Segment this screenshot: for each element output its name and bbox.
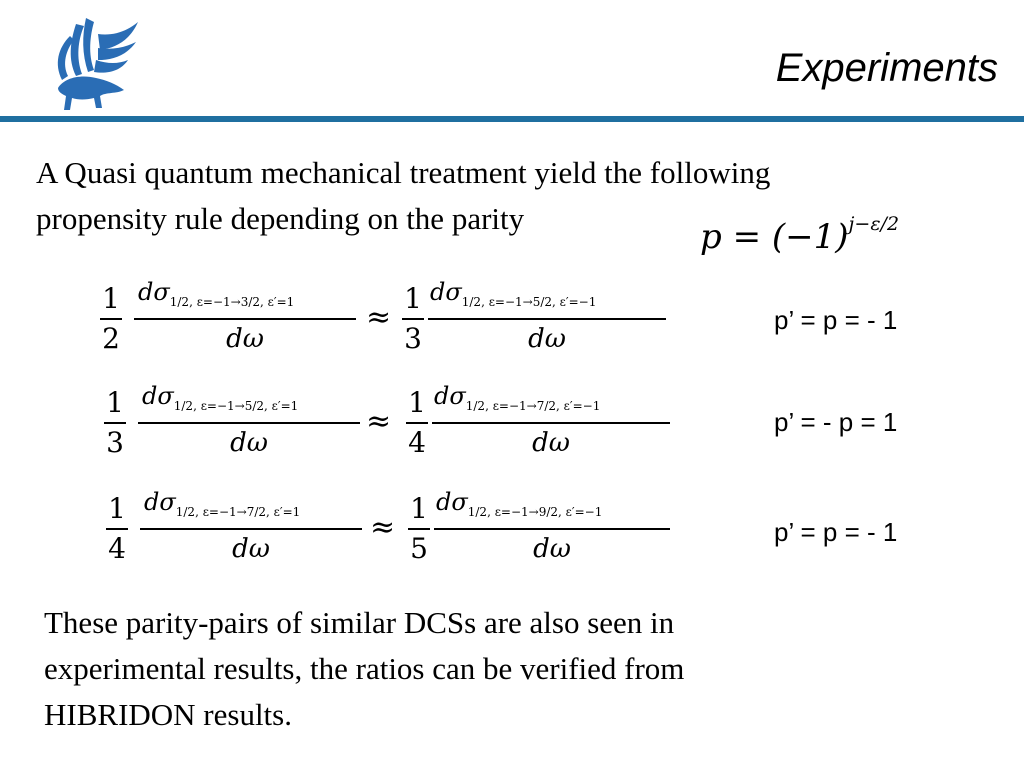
- dcs-numerator: $d\sigma_{1/2, \varepsilon=-1\to 7/2, \varepsilon'=1}$: [144, 488, 301, 519]
- propensity-rule-formula: [700, 204, 899, 257]
- propensity-rule-exponent: j−ε/2: [848, 213, 900, 235]
- parity-label: p’ = p = - 1: [774, 305, 898, 335]
- closing-line: HIBRIDON results.: [44, 697, 292, 732]
- fraction-bar: [428, 318, 666, 320]
- fraction-bar: [138, 422, 360, 424]
- dcs-ratio-equation: [98, 488, 688, 570]
- griffin-logo-icon: [46, 14, 142, 114]
- header-divider: [0, 116, 1024, 122]
- intro-line: A Quasi quantum mechanical treatment yield the following: [36, 155, 771, 190]
- fraction-bar: [434, 528, 670, 530]
- approx-symbol: ≈: [366, 300, 392, 335]
- transition-subscript: 1/2, ε=−1→5/2, ε′=1: [173, 399, 299, 413]
- coef-denominator: 4: [108, 532, 126, 565]
- coef-denominator: 5: [410, 532, 428, 565]
- dcs-ratio-equation: [98, 278, 688, 360]
- dcs-denominator: dω: [532, 428, 570, 458]
- transition-subscript: 1/2, ε=−1→3/2, ε′=1: [169, 295, 295, 309]
- coef-numerator: 1: [408, 386, 426, 419]
- transition-subscript: 1/2, ε=−1→7/2, ε′=−1: [465, 399, 601, 413]
- dcs-ratio-equation: [98, 382, 688, 464]
- fraction-bar: [402, 318, 424, 320]
- page-title: Experiments: [775, 46, 998, 90]
- approx-symbol: ≈: [370, 510, 396, 545]
- dcs-denominator: dω: [230, 428, 268, 458]
- coef-numerator: 1: [410, 492, 428, 525]
- dcs-numerator: $d\sigma_{1/2, \varepsilon=-1\to 9/2, \varepsilon'=-1}$: [436, 488, 603, 519]
- coef-numerator: 1: [102, 282, 120, 315]
- dcs-denominator: dω: [528, 324, 566, 354]
- coef-denominator: 2: [102, 322, 120, 355]
- coef-denominator: 3: [404, 322, 422, 355]
- closing-line: experimental results, the ratios can be verified from: [44, 651, 685, 686]
- coef-denominator: 3: [106, 426, 124, 459]
- dcs-numerator: $d\sigma_{1/2, \varepsilon=-1\to 7/2, \varepsilon'=-1}$: [434, 382, 601, 413]
- dcs-denominator: dω: [533, 534, 571, 564]
- dcs-denominator: dω: [226, 324, 264, 354]
- transition-subscript: 1/2, ε=−1→9/2, ε′=−1: [467, 505, 603, 519]
- transition-subscript: 1/2, ε=−1→7/2, ε′=1: [175, 505, 301, 519]
- fraction-bar: [106, 528, 128, 530]
- dcs-numerator: $d\sigma_{1/2, \varepsilon=-1\to 5/2, \varepsilon'=1}$: [142, 382, 299, 413]
- transition-subscript: 1/2, ε=−1→5/2, ε′=−1: [461, 295, 597, 309]
- intro-line: propensity rule depending on the parity: [36, 201, 525, 236]
- dcs-numerator: $d\sigma_{1/2, \varepsilon=-1\to 5/2, \varepsilon'=-1}$: [430, 278, 597, 309]
- dcs-denominator: dω: [232, 534, 270, 564]
- coef-numerator: 1: [404, 282, 422, 315]
- approx-symbol: ≈: [366, 404, 392, 439]
- coef-denominator: 4: [408, 426, 426, 459]
- fraction-bar: [104, 422, 126, 424]
- parity-label: p’ = p = - 1: [774, 517, 898, 547]
- fraction-bar: [408, 528, 430, 530]
- fraction-bar: [406, 422, 428, 424]
- fraction-bar: [432, 422, 670, 424]
- fraction-bar: [134, 318, 356, 320]
- coef-numerator: 1: [108, 492, 126, 525]
- parity-label: p’ = - p = 1: [774, 407, 898, 437]
- propensity-rule-lhs: p = (−1): [700, 217, 849, 257]
- closing-line: These parity-pairs of similar DCSs are also seen in: [44, 605, 675, 640]
- closing-paragraph: [44, 600, 944, 738]
- fraction-bar: [140, 528, 362, 530]
- coef-numerator: 1: [106, 386, 124, 419]
- fraction-bar: [100, 318, 122, 320]
- dcs-numerator: $d\sigma_{1/2, \varepsilon=-1\to 3/2, \varepsilon'=1}$: [138, 278, 295, 309]
